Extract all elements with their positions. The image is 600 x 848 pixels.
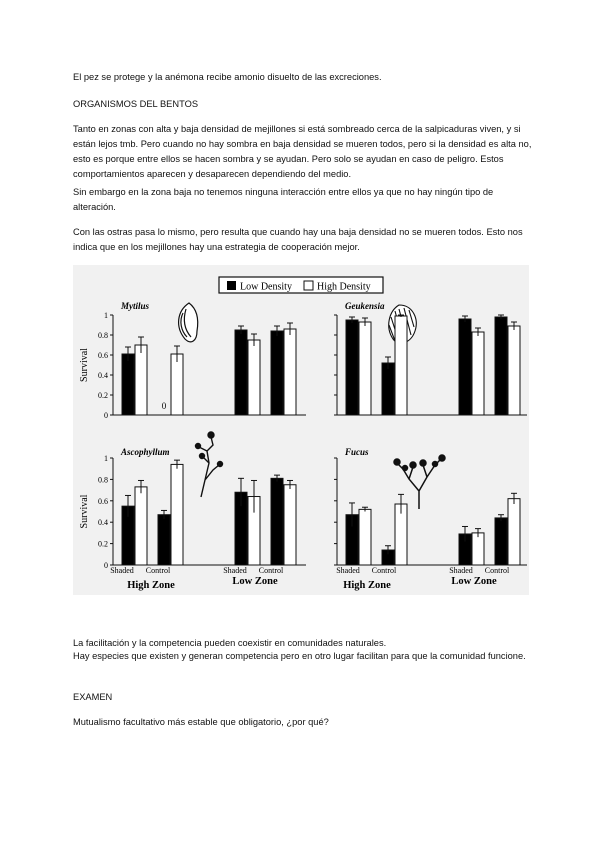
paragraph-exam-question: Mutualismo facultativo más estable que obligatorio, ¿por qué? <box>73 717 329 727</box>
bar-low-density <box>495 317 507 415</box>
zero-annotation: 0 <box>161 401 167 411</box>
y-tick-label: 1 <box>104 311 108 320</box>
panel-fucus <box>334 447 527 565</box>
bar-high-density <box>248 340 260 415</box>
fucus-illustration-icon <box>394 455 445 509</box>
bar-high-density <box>135 487 147 565</box>
y-tick-label: 0.2 <box>98 391 108 400</box>
bar-high-density <box>359 322 371 415</box>
heading-organismos-bentos: ORGANISMOS DEL BENTOS <box>73 99 199 109</box>
bar-low-density <box>459 319 471 415</box>
y-tick-label: 0.8 <box>98 475 108 485</box>
panel-title-fucus: Fucus <box>345 447 369 457</box>
paragraph-mussels-density: Tanto en zonas con alta y baja densidad de mejillones si está sombreado cerca de la salpicaduras viven, y si están lejos tmb. Pero cuando no hay sombra en baja densidad se mueren todos, pero si la densidad es alta no, esto es porque entre ellos se hacen sombra y se ayudan. Pero solo se ayudan en caso de peligro. Estos comportamientos aparecen y desaparecen dependiendo del medio. <box>73 124 532 179</box>
y-tick-label: 0 <box>104 561 108 570</box>
panel-title-mytilus: Mytilus <box>121 301 150 311</box>
y-tick-label: 0.6 <box>98 351 108 360</box>
paragraph-facilitation: La facilitación y la competencia pueden coexistir en comunidades naturales. <box>73 638 387 648</box>
paragraph-low-zone: Sin embargo en la zona baja no tenemos ninguna interacción entre ellos ya que no hay ningún tipo de alteración. <box>73 187 494 212</box>
chart-legend <box>219 277 383 293</box>
bar-high-density <box>508 326 520 415</box>
y-tick-label: 0.4 <box>98 371 108 380</box>
y-tick-label: 0 <box>104 411 108 420</box>
survival-chart-svg <box>73 265 529 595</box>
heading-examen: EXAMEN <box>73 692 113 702</box>
panel-ascophyllum <box>79 447 306 570</box>
bar-low-density <box>382 363 394 415</box>
y-tick-label: 0.2 <box>98 539 108 549</box>
bar-high-density <box>135 345 147 415</box>
y-tick-label: 1 <box>104 454 108 463</box>
zone-label-low-left: Low Zone <box>232 576 278 587</box>
bar-low-density <box>495 518 507 565</box>
legend-low-label: Low Density <box>240 281 292 293</box>
paragraph-species-competition: Hay especies que existen y generan competencia pero en otro lugar facilitan para que la comunidad funcione. <box>73 651 526 661</box>
tick-shaded-hz-left: Shaded <box>110 566 134 575</box>
paragraph-fish-anemone: El pez se protege y la anémona recibe amonio disuelto de las excreciones. <box>73 72 382 82</box>
legend-high-swatch <box>304 281 313 290</box>
tick-control-lz-right: Control <box>484 566 510 575</box>
legend-high-label: High Density <box>317 281 371 293</box>
bar-high-density <box>284 329 296 415</box>
y-tick-label: 0.8 <box>98 331 108 340</box>
bar-high-density <box>171 354 183 415</box>
bar-high-density <box>395 316 407 415</box>
bar-low-density <box>346 320 358 415</box>
zone-label-high-left: High Zone <box>127 580 175 591</box>
mytilus-illustration-icon <box>179 303 198 342</box>
y-axis-label: Survival <box>79 348 90 382</box>
y-axis-label: Survival <box>79 494 90 529</box>
bar-high-density <box>284 485 296 565</box>
panel-geukensia <box>334 301 527 415</box>
bar-low-density <box>271 331 283 415</box>
panel-title-geukensia: Geukensia <box>345 301 385 311</box>
bar-high-density <box>359 509 371 565</box>
bar-high-density <box>171 464 183 565</box>
bar-high-density <box>472 533 484 565</box>
legend-low-swatch <box>227 281 236 290</box>
zone-label-low-right: Low Zone <box>451 576 497 587</box>
paragraph-oysters: Con las ostras pasa lo mismo, pero resulta que cuando hay una baja densidad no se mueren todos. Esto nos indica que en los mejillones hay una estrategia de cooperación mejor. <box>73 227 523 252</box>
bar-high-density <box>508 499 520 565</box>
tick-control-hz-left: Control <box>145 566 171 575</box>
tick-shaded-hz-right: Shaded <box>336 566 360 575</box>
bar-low-density <box>235 330 247 415</box>
bar-low-density <box>158 515 170 565</box>
tick-control-lz-left: Control <box>258 566 284 575</box>
y-tick-label: 0.4 <box>98 518 108 528</box>
zone-label-high-right: High Zone <box>343 580 391 591</box>
bar-low-density <box>122 354 134 415</box>
tick-shaded-lz-left: Shaded <box>223 566 247 575</box>
bar-low-density <box>271 478 283 565</box>
y-tick-label: 0.6 <box>98 496 108 506</box>
bar-high-density <box>472 332 484 415</box>
tick-control-hz-right: Control <box>371 566 397 575</box>
tick-shaded-lz-right: Shaded <box>449 566 473 575</box>
ascophyllum-illustration-icon <box>196 432 223 497</box>
panel-title-ascophyllum: Ascophyllum <box>121 447 170 457</box>
survival-figure <box>73 265 529 595</box>
